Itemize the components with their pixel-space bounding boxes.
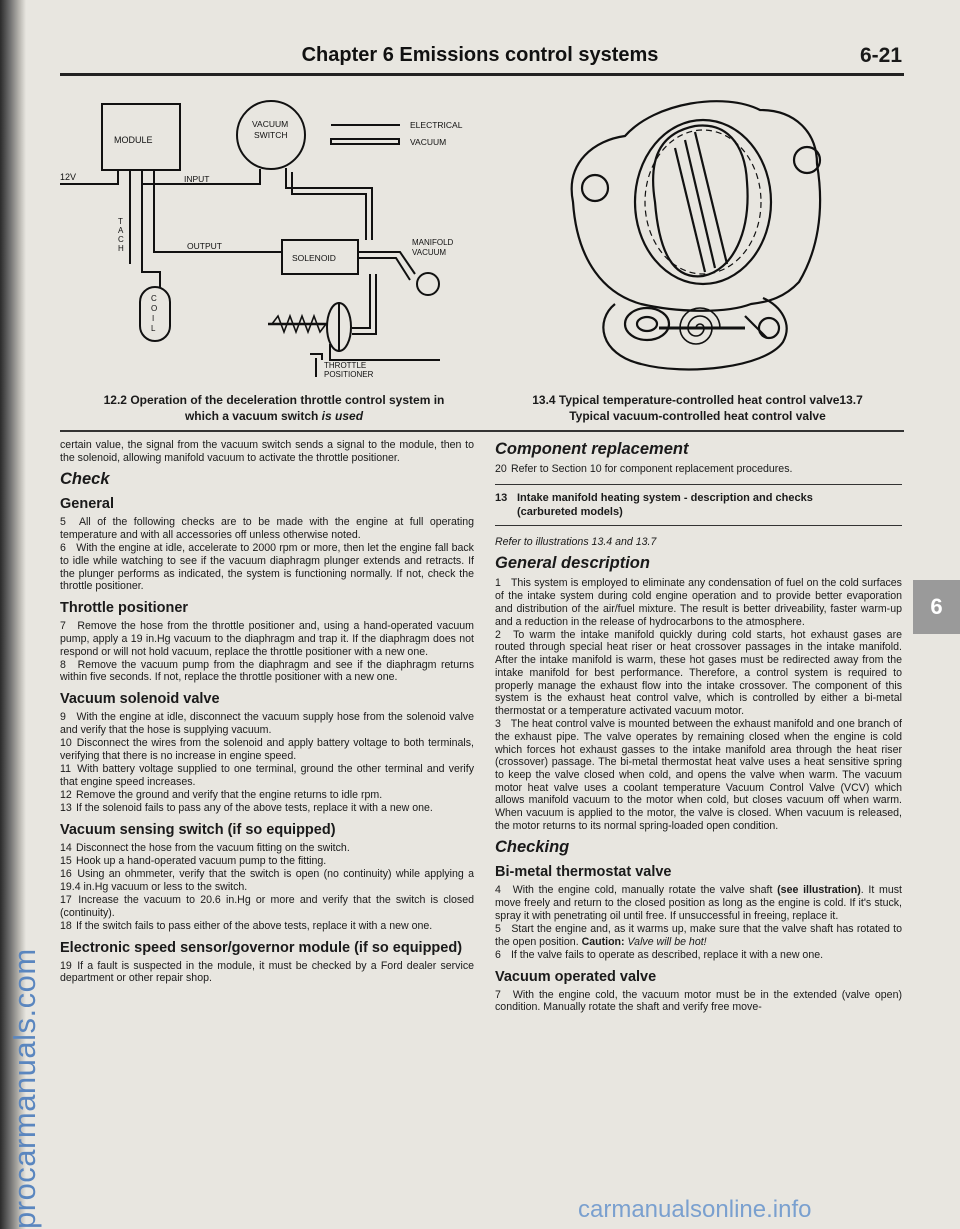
figure-left-caption <box>74 392 474 424</box>
figure-text-divider <box>60 430 904 432</box>
right-text-column <box>495 439 902 1015</box>
label-manifold-1: MANIFOLD <box>412 238 454 247</box>
heading-general: General <box>60 496 114 513</box>
label-tach-a: A <box>118 226 124 235</box>
paragraph-7: 7 Remove the hose from the throttle positioner and, using a hand-operated vacuum pump, apply a 19 in.Hg vacuum to the diaphragm and trap it. If the diaphragm does not respond or will not hold vacuum, replace the throttle positioner with a new one. <box>60 620 474 658</box>
paragraph-r5: 5 Start the engine and, as it warms up, make sure that the valve shaft has rotated to the open position. Caution: Valve will be hot! <box>495 923 902 948</box>
throttle-control-diagram <box>60 92 480 392</box>
label-tach-c: C <box>118 235 124 244</box>
label-coil-l: L <box>151 324 156 333</box>
paragraph-r4: 4 With the engine cold, manually rotate the valve shaft (see illustration). It must move freely and return to the closed position as long as the engine is cold. If it's stuck, spray it with penetrating oil until free. If unsuccessful in freeing, replace it. <box>495 884 902 922</box>
paragraph-12: 12 Remove the ground and verify that the engine returns to idle rpm. <box>60 788 383 801</box>
paragraph-20: 20 Refer to Section 10 for component replacement procedures. <box>495 463 793 475</box>
figure-left-caption-italic: is used <box>321 409 364 423</box>
heading-check: Check <box>60 470 110 489</box>
page-number: 6-21 <box>859 44 902 67</box>
figure-right-caption <box>495 392 900 424</box>
vacuum-switch-label-2: SWITCH <box>254 130 288 140</box>
legend-vacuum: VACUUM <box>410 137 447 147</box>
label-coil-i: I <box>152 314 155 323</box>
heading-component-replacement: Component replacement <box>495 440 689 458</box>
paragraph-intro: certain value, the signal from the vacuum switch sends a signal to the module, then to the solenoid, allowing manifold vacuum to activate the throttle positioner. <box>60 439 474 464</box>
paragraph-14: 14 Disconnect the hose from the vacuum fitting on the switch. <box>60 841 350 854</box>
heat-control-valve-illustration <box>555 92 845 382</box>
figure-left-caption-line-1: 12.2 Operation of the deceleration throttle control system in <box>103 393 445 407</box>
paragraph-5: 5 All of the following checks are to be made with the engine at full operating temperature and with all accessories off unless otherwise noted. <box>60 516 475 542</box>
paragraph-11: 11 With battery voltage supplied to one terminal, ground the other terminal and verify that engine speed increases. <box>60 762 474 788</box>
paragraph-r7: 7 With the engine cold, the vacuum motor must be in the extended (valve open) condition. Manually rotate the shaft and verify free move- <box>495 988 902 1014</box>
paragraph-17: 17 Increase the vacuum to 20.6 in.Hg or more and verify that the switch is closed (continuity). <box>60 894 474 919</box>
paragraph-13: 13 If the solenoid fails to pass any of the above tests, replace it with a new one. <box>60 802 433 815</box>
heading-throttle-positioner: Throttle positioner <box>60 600 189 617</box>
section-13-heading: 13 Intake manifold heating system - description and checks (carbureted models) <box>495 484 902 526</box>
module-label: MODULE <box>114 135 153 145</box>
heading-bimetal-valve: Bi-metal thermostat valve <box>495 864 672 881</box>
heading-vacuum-operated-valve: Vacuum operated valve <box>495 968 657 985</box>
label-12v: 12V <box>60 172 77 182</box>
paragraph-9: 9 With the engine at idle, disconnect the vacuum supply hose from the solenoid valve and verify that the hose is supplying vacuum. <box>60 711 474 736</box>
label-coil-o: O <box>151 304 158 313</box>
paragraph-r2: 2 To warm the intake manifold quickly during cold starts, hot exhaust gases are routed through special heat riser or heat crossover passages in the intake manifold. After the intake manifold is warm, these hot gases must be redirected away from the intake manifold for best performance. Therefore, a control system is required to properly manage the exhaust flow into the intake crossover. The component of this system is the exhaust heat control valve, which is controlled by either a bi-metal thermostat or a temperature activated vacuum motor. <box>495 628 902 717</box>
paragraph-16: 16 Using an ohmmeter, verify that the switch is open (no continuity) while applying a 19.4 in.Hg vacuum or less to the switch. <box>60 868 475 893</box>
header-rule <box>60 73 904 76</box>
heading-electronic-speed-sensor: Electronic speed sensor/governor module (if so equipped) <box>60 939 463 956</box>
paragraph-18: 18 If the switch fails to pass either of the above tests, replace it with a new one. <box>60 919 433 932</box>
watermark-left: procarmanuals.com <box>7 948 42 1229</box>
label-tach-h: H <box>118 244 124 253</box>
vacuum-switch-label-1: VACUUM <box>252 119 289 129</box>
paragraph-15: 15 Hook up a hand-operated vacuum pump to the fitting. <box>60 854 327 867</box>
figure-left-caption-line-2: which a vacuum switch <box>184 409 322 423</box>
paragraph-r3: 3 The heat control valve is mounted between the exhaust manifold and one branch of the exhaust pipe. The valve operates by remaining closed when the engine is cold which forces hot exhaust gasses to the intake manifold area through the heat riser (crossover) passage. The bi-metal thermostat heat valve uses a heat sensitive spring to keep the valve closed when cold, and opens the valve when warm. The vacuum motor heat valve uses a coolant temperature Vacuum Control Valve (VCV) which allows manifold vacuum to the motor when cold, but closes vacuum off when warm. When vacuum is applied to the motor, the valve is closed. When vacuum is released, the motor returns to its normal spring-loaded open condition. <box>495 718 902 832</box>
figure-right-caption-line-2: Typical vacuum-controlled heat control valve <box>569 409 826 423</box>
legend-electrical: ELECTRICAL <box>410 120 463 130</box>
paragraph-10: 10 Disconnect the wires from the solenoid and apply battery voltage to both terminals, verifying that there is no increase in engine speed. <box>60 737 474 762</box>
chapter-tab: 6 <box>913 580 960 634</box>
paragraph-6: 6 With the engine at idle, accelerate to 2000 rpm or more, then let the engine fall back to idle while watching to see if the vacuum diaphragm plunger extends and retracts. If the plunger performs as indicated, the system is functioning normally. If not, check the throttle positioner. <box>60 542 474 593</box>
label-manifold-2: VACUUM <box>412 248 447 257</box>
watermark-bottom: carmanualsonline.info <box>578 1196 812 1223</box>
heading-checking: Checking <box>495 838 570 857</box>
label-solenoid: SOLENOID <box>292 253 336 263</box>
label-coil-c: C <box>151 294 157 303</box>
label-input: INPUT <box>184 174 210 184</box>
figure-right-caption-line-1: 13.4 Typical temperature-controlled heat control valve13.7 <box>532 393 863 407</box>
left-text-column <box>60 439 474 986</box>
heading-vacuum-sensing-switch: Vacuum sensing switch (if so equipped) <box>60 821 336 838</box>
heading-general-description: General description <box>495 554 650 573</box>
paragraph-r6: 6 If the valve fails to operate as described, replace it with a new one. <box>495 948 824 961</box>
paragraph-19: 19 If a fault is suspected in the module, it must be checked by a Ford dealer service department or other repair shop. <box>60 959 475 985</box>
label-throttle-2: POSITIONER <box>324 370 374 379</box>
label-output: OUTPUT <box>187 241 222 251</box>
chapter-title: Chapter 6 Emissions control systems <box>301 44 659 66</box>
paragraph-8: 8 Remove the vacuum pump from the diaphragm and see if the diaphragm returns within five seconds. If not, replace the throttle positioner with a new one. <box>60 658 474 684</box>
label-tach-t: T <box>118 217 123 226</box>
label-throttle-1: THROTTLE <box>324 361 367 370</box>
illustration-reference: Refer to illustrations 13.4 and 13.7 <box>495 535 657 548</box>
paragraph-r1: 1 This system is employed to eliminate any condensation of fuel on the cold surfaces of the intake system during cold engine operation and to provide better evaporation and distribution of the air/fuel mixture. The result is better driveability, faster warm-up and a reduction in the release of hydrocarbons to the atmosphere. <box>495 577 902 628</box>
heading-vacuum-solenoid: Vacuum solenoid valve <box>60 691 220 708</box>
